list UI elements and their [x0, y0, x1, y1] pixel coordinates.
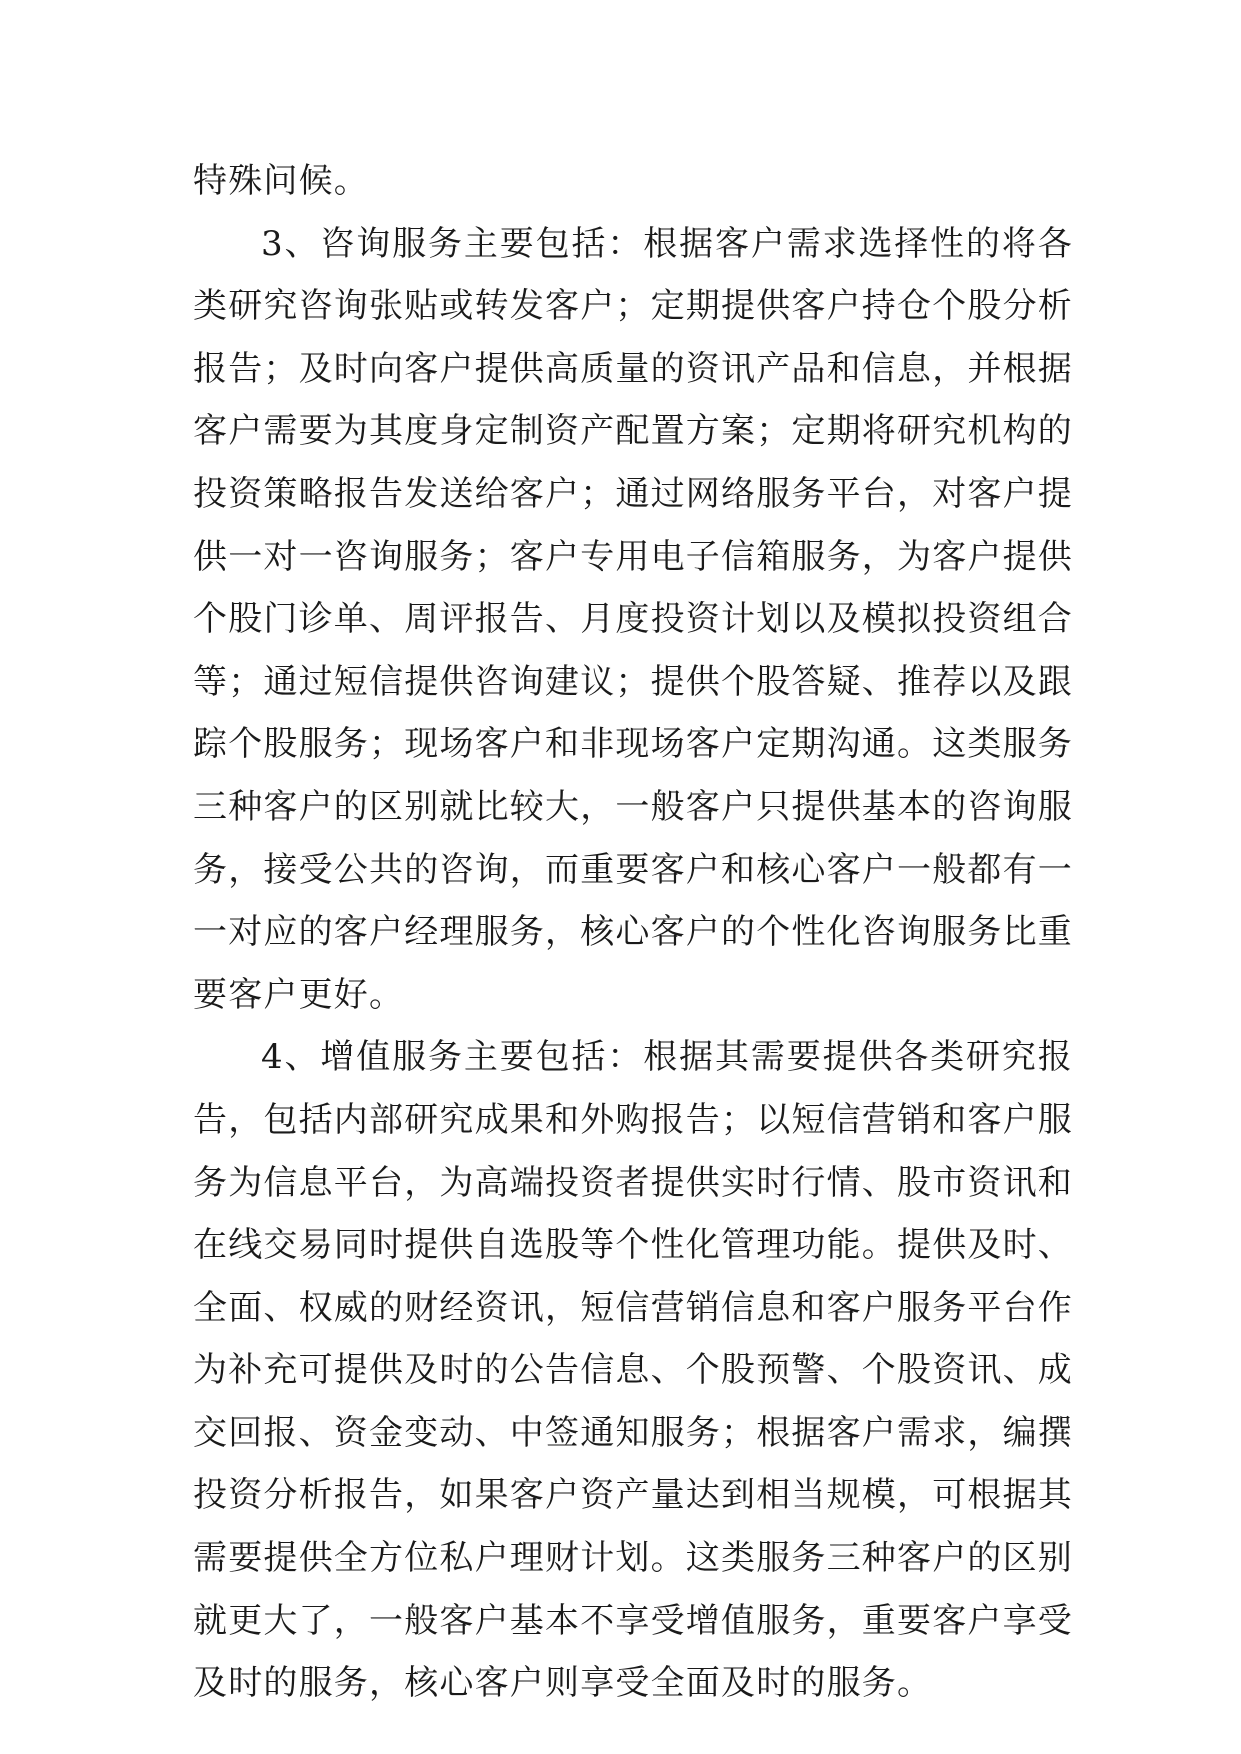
document-body	[193, 150, 1073, 1715]
paragraph-value-added-services: 4、增值服务主要包括：根据其需要提供各类研究报告，包括内部研究成果和外购报告；以短信营销和客户服务为信息平台，为高端投资者提供实时行情、股市资讯和在线交易同时提供自选股等个性化管理功能。提供及时、全面、权威的财经资讯，短信营销信息和客户服务平台作为补充可提供及时的公告信息、个股预警、个股资讯、成交回报、资金变动、中签通知服务；根据客户需求，编撰投资分析报告，如果客户资产量达到相当规模，可根据其需要提供全方位私户理财计划。这类服务三种客户的区别就更大了，一般客户基本不享受增值服务，重要客户享受及时的服务，核心客户则享受全面及时的服务。	[193, 1037, 1073, 1704]
paragraph-consulting-services: 3、咨询服务主要包括：根据客户需求选择性的将各类研究咨询张贴或转发客户；定期提供客户持仓个股分析报告；及时向客户提供高质量的资讯产品和信息，并根据客户需要为其度身定制资产配置方案；定期将研究机构的投资策略报告发送给客户；通过网络服务平台，对客户提供一对一咨询服务；客户专用电子信箱服务，为客户提供个股门诊单、周评报告、月度投资计划以及模拟投资组合等；通过短信提供咨询建议；提供个股答疑、推荐以及跟踪个股服务；现场客户和非现场客户定期沟通。这类服务三种客户的区别就比较大，一般客户只提供基本的咨询服务，接受公共的咨询，而重要客户和核心客户一般都有一一对应的客户经理服务，核心客户的个性化咨询服务比重要客户更好。	[193, 223, 1073, 1015]
paragraph-continuation: 特殊问候。	[193, 161, 369, 201]
